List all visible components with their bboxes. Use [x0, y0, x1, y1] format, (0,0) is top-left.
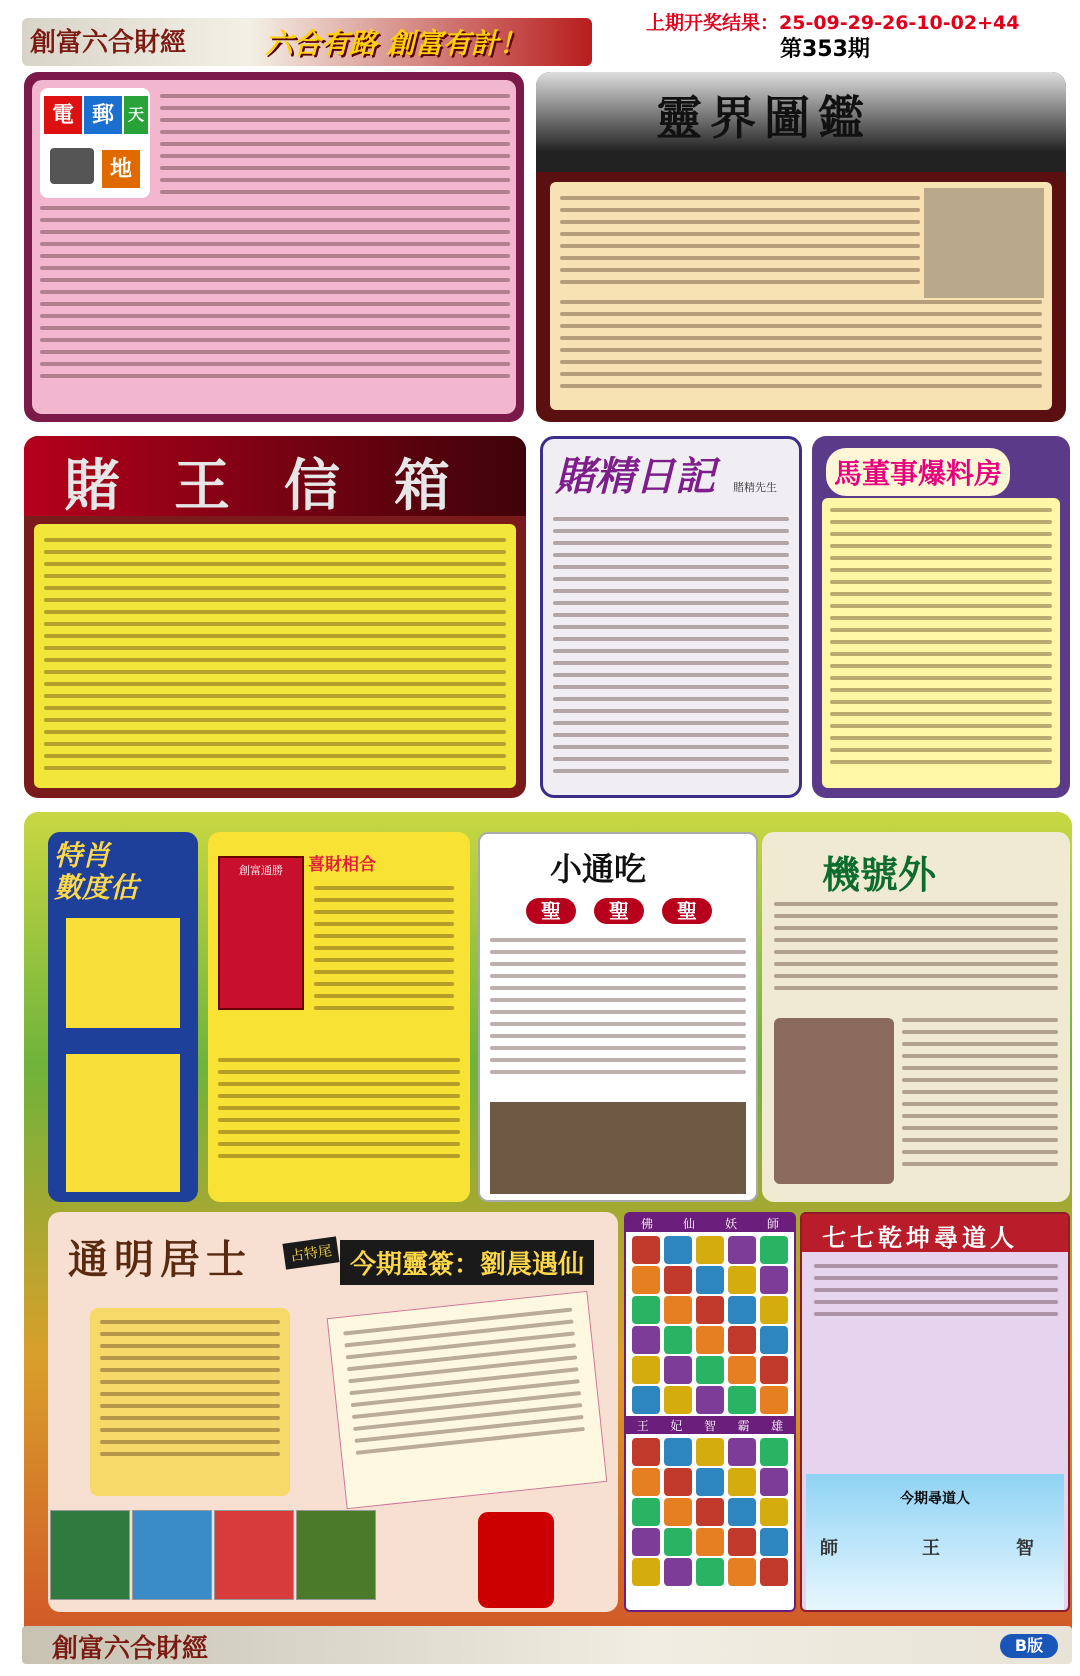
- wealth-panel: [208, 832, 470, 1202]
- zodiac-figure-icon: [664, 1356, 692, 1384]
- zodiac-figure-icon: [760, 1386, 788, 1414]
- spirit-panel: [536, 72, 1066, 422]
- wealth-text: [314, 886, 454, 1018]
- zodiac-figure-icon: [664, 1236, 692, 1264]
- zodiac-figure-icon: [632, 1326, 660, 1354]
- zodiac-figure-icon: [728, 1438, 756, 1466]
- zodiac-figure-icon: [696, 1356, 724, 1384]
- zodiac-header-label: 王: [636, 1418, 649, 1433]
- zodiac-figure-icon: [728, 1236, 756, 1264]
- tongming-panel: [48, 1212, 618, 1612]
- gamble-body: [34, 524, 516, 788]
- zodiac-figure-icon: [664, 1468, 692, 1496]
- zodiac-figure-icon: [760, 1468, 788, 1496]
- number-grid-1: [66, 918, 180, 1028]
- special-panel: [48, 832, 198, 1202]
- zodiac-figure-icon: [760, 1528, 788, 1556]
- zodiac-figure-icon: [696, 1438, 724, 1466]
- zodiac-figure-icon: [728, 1356, 756, 1384]
- zodiac-figure-icon: [632, 1236, 660, 1264]
- diary-author: 賭精先生: [733, 481, 777, 494]
- zodiac-figure-icon: [728, 1296, 756, 1324]
- ma-panel: [812, 436, 1070, 798]
- zodiac-header-label: 師: [766, 1216, 779, 1231]
- result-numbers: 25-09-29-26-10-02+44: [779, 12, 1020, 34]
- zodiac-figure-icon: [728, 1528, 756, 1556]
- zodiac-grid-bottom: [632, 1438, 792, 1608]
- zodiac-figure-icon: [696, 1558, 724, 1586]
- zodiac-figure-icon: [728, 1468, 756, 1496]
- zodiac-figure-icon: [632, 1266, 660, 1294]
- zodiac-figure-icon: [632, 1296, 660, 1324]
- magazine-thumb: [50, 1510, 130, 1600]
- qiqi-sky-image: [806, 1474, 1064, 1610]
- ma-text: [830, 508, 1052, 772]
- special-title-1: 特肖: [54, 839, 111, 872]
- gamble-title: 賭王信箱: [64, 453, 504, 519]
- ma-title: 馬董事爆料房: [826, 448, 1010, 496]
- last-result: [646, 8, 1019, 35]
- zodiac-figure-icon: [760, 1356, 788, 1384]
- zodiac-figure-icon: [728, 1558, 756, 1586]
- logo-char: 電: [44, 96, 82, 134]
- tongming-title: 通明居士: [68, 1236, 252, 1283]
- special-title: [54, 840, 138, 904]
- outside-title: 機號外: [822, 852, 937, 897]
- mail-text-bottom: [40, 206, 510, 386]
- footer-brand: 創富六合財經: [52, 1634, 209, 1664]
- zodiac-figure-icon: [664, 1326, 692, 1354]
- zodiac-figure-icon: [664, 1438, 692, 1466]
- zodiac-header-label: 仙: [682, 1216, 695, 1231]
- qiqi-panel: [800, 1212, 1070, 1612]
- zodiac-figure-icon: [728, 1386, 756, 1414]
- tongming-card: [327, 1291, 608, 1509]
- zodiac-figure-icon: [696, 1498, 724, 1526]
- zodiac-figure-icon: [632, 1386, 660, 1414]
- tongming-card-text: [343, 1308, 586, 1463]
- magazine-thumb: [132, 1510, 212, 1600]
- spirit-text: [560, 196, 920, 292]
- qiqi-label: 王: [922, 1538, 940, 1559]
- zodiac-header-label: 雄: [771, 1418, 784, 1433]
- zodiac-figure-icon: [632, 1356, 660, 1384]
- zodiac-header-label: 妖: [724, 1216, 737, 1231]
- tongming-text: [100, 1320, 280, 1464]
- tongming-text-box: [90, 1308, 290, 1496]
- qiqi-text: [814, 1264, 1058, 1324]
- zodiac-figure-icon: [664, 1296, 692, 1324]
- gamble-panel: [24, 436, 526, 798]
- gamble-text: [44, 538, 506, 778]
- zodiac-figure-icon: [696, 1528, 724, 1556]
- eat-photo: [490, 1102, 746, 1194]
- zodiac-figure-icon: [728, 1266, 756, 1294]
- diary-text: [553, 517, 789, 781]
- qiqi-caption: 今期尋道人: [900, 1491, 970, 1507]
- wealth-title: 喜財相合: [308, 855, 376, 875]
- number-grid-2: [66, 1054, 180, 1192]
- qiqi-label: 智: [1016, 1538, 1034, 1559]
- outside-photo: [774, 1018, 894, 1184]
- seal-badge: 聖: [594, 898, 644, 924]
- zodiac-figure-icon: [696, 1236, 724, 1264]
- outside-panel: [762, 832, 1070, 1202]
- magazine-thumb: [214, 1510, 294, 1600]
- zodiac-figure-icon: [760, 1236, 788, 1264]
- spirit-body: [550, 182, 1052, 410]
- zodiac-grid-top: [632, 1236, 792, 1412]
- spirit-text-2: [560, 300, 1042, 396]
- zodiac-figure-icon: [632, 1438, 660, 1466]
- fortune-sticks-icon: [478, 1512, 554, 1608]
- magazine-thumb: [296, 1510, 376, 1600]
- zodiac-panel: [624, 1212, 796, 1612]
- zodiac-header-top: [626, 1214, 794, 1232]
- zodiac-figure-icon: [760, 1498, 788, 1526]
- zodiac-header-mid: [626, 1416, 794, 1434]
- zodiac-figure-icon: [664, 1558, 692, 1586]
- tongming-badge: 占特尾: [282, 1236, 339, 1269]
- edition-badge: B版: [1000, 1634, 1058, 1658]
- zodiac-header-label: 霸: [737, 1418, 750, 1433]
- outside-text-2: [902, 1018, 1058, 1174]
- zodiac-figure-icon: [632, 1498, 660, 1526]
- magazine-thumbnails: [50, 1510, 385, 1600]
- zodiac-figure-icon: [760, 1296, 788, 1324]
- diary-panel: [540, 436, 802, 798]
- seal-badge: 聖: [662, 898, 712, 924]
- zodiac-figure-icon: [728, 1498, 756, 1526]
- tongming-sign: 今期靈簽：劉晨遇仙: [340, 1240, 594, 1285]
- brand-logo: 創富六合財經: [30, 28, 187, 58]
- slogan: 六合有路 創富有計！: [265, 27, 527, 60]
- eat-title: 小通吃: [550, 850, 647, 888]
- zodiac-figure-icon: [696, 1468, 724, 1496]
- outside-text: [774, 902, 1058, 998]
- mail-logo-icon: [40, 88, 150, 198]
- spirit-title: 靈界圖鑑: [656, 91, 872, 145]
- zodiac-figure-icon: [760, 1266, 788, 1294]
- calendar-title: 創富通勝: [239, 864, 283, 877]
- zodiac-figure-icon: [696, 1296, 724, 1324]
- zodiac-figure-icon: [664, 1266, 692, 1294]
- zodiac-header-label: 妃: [670, 1418, 683, 1433]
- seal-badge: 聖: [526, 898, 576, 924]
- zodiac-figure-icon: [632, 1528, 660, 1556]
- diary-title: 賭精日記: [555, 453, 715, 500]
- zodiac-figure-icon: [760, 1326, 788, 1354]
- zodiac-figure-icon: [760, 1438, 788, 1466]
- zodiac-figure-icon: [632, 1468, 660, 1496]
- mail-text-top: [160, 94, 510, 202]
- ma-body: [822, 498, 1060, 788]
- zodiac-figure-icon: [696, 1266, 724, 1294]
- issue-number: 第353期: [780, 37, 870, 62]
- zodiac-figure-icon: [632, 1558, 660, 1586]
- zodiac-figure-icon: [664, 1386, 692, 1414]
- zodiac-header-label: 佛: [640, 1216, 653, 1231]
- calendar-image: [218, 856, 304, 1010]
- logo-char: 郵: [84, 96, 122, 134]
- zodiac-header-label: 智: [703, 1418, 716, 1433]
- wealth-text-2: [218, 1058, 460, 1166]
- zodiac-figure-icon: [696, 1386, 724, 1414]
- qiqi-title: 七七乾坤尋道人: [822, 1223, 1018, 1252]
- zodiac-figure-icon: [760, 1558, 788, 1586]
- zodiac-figure-icon: [664, 1528, 692, 1556]
- logo-char: 地: [102, 150, 140, 188]
- computer-icon: [50, 148, 94, 184]
- spirit-illustration: [924, 188, 1044, 298]
- zodiac-figure-icon: [728, 1326, 756, 1354]
- logo-char: 天: [124, 96, 148, 134]
- zodiac-figure-icon: [696, 1326, 724, 1354]
- mail-panel: [24, 72, 524, 422]
- result-label: 上期开奖结果：: [646, 12, 780, 34]
- zodiac-figure-icon: [664, 1498, 692, 1526]
- qiqi-label: 師: [820, 1538, 838, 1559]
- eat-panel: [478, 832, 758, 1202]
- eat-text: [490, 938, 746, 1082]
- special-title-2: 數度估: [54, 871, 139, 904]
